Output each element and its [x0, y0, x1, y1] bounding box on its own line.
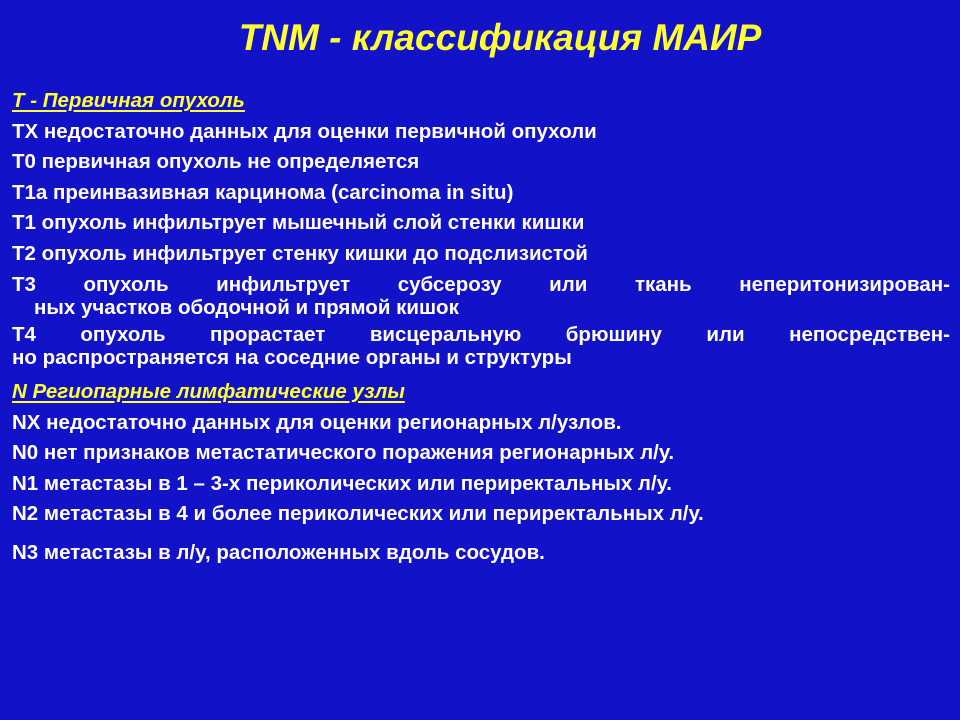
t4-continuation: но распространяется на соседние органы и структуры [12, 346, 572, 369]
t-line-t4 [12, 323, 952, 369]
n-line-n3: N3 метастазы в л/у, расположенных вдоль сосудов. [12, 540, 545, 564]
title-prefix: TNM [238, 17, 319, 58]
n-line-n2: N2 метастазы в 4 и более периколических или периректальных л/у. [12, 502, 704, 525]
t-section-heading: T - Первичная опухоль [12, 89, 245, 112]
t-line-t1: T1 опухоль инфильтрует мышечный слой стенки кишки [12, 211, 585, 234]
slide-body [12, 86, 952, 568]
t-line-t2: T2 опухоль инфильтрует стенку кишки до подслизистой [12, 241, 588, 265]
n-line-n1: N1 метастазы в 1 – 3-х периколических или периректальных л/у. [12, 471, 672, 495]
t3-continuation: ных участков ободочной и прямой кишок [34, 296, 459, 319]
title-suffix: - классификация МАИР [318, 17, 762, 58]
n-line-n0: N0 нет признаков метастатического поражения регионарных л/у. [12, 441, 675, 464]
t-line-t3 [12, 273, 952, 319]
n-section-heading: N Региопарные лимфатические узлы [12, 380, 405, 403]
t3-first-line: T3 опухоль инфильтрует субсерозу или ткань неперитонизирован- [12, 273, 950, 296]
t4-first-line: T4 опухоль прорастает висцеральную брюшину или непосредствен- [12, 323, 950, 346]
slide-title [0, 16, 960, 60]
t-line-t1a: T1a преинвазивная карцинома (carcinoma in situ) [12, 180, 514, 204]
n-line-nx: NX недостаточно данных для оценки регионарных л/узлов. [12, 410, 622, 434]
t-line-tx: TX недостаточно данных для оценки первичной опухоли [12, 119, 597, 143]
t-line-t0: T0 первичная опухоль не определяется [12, 150, 420, 173]
